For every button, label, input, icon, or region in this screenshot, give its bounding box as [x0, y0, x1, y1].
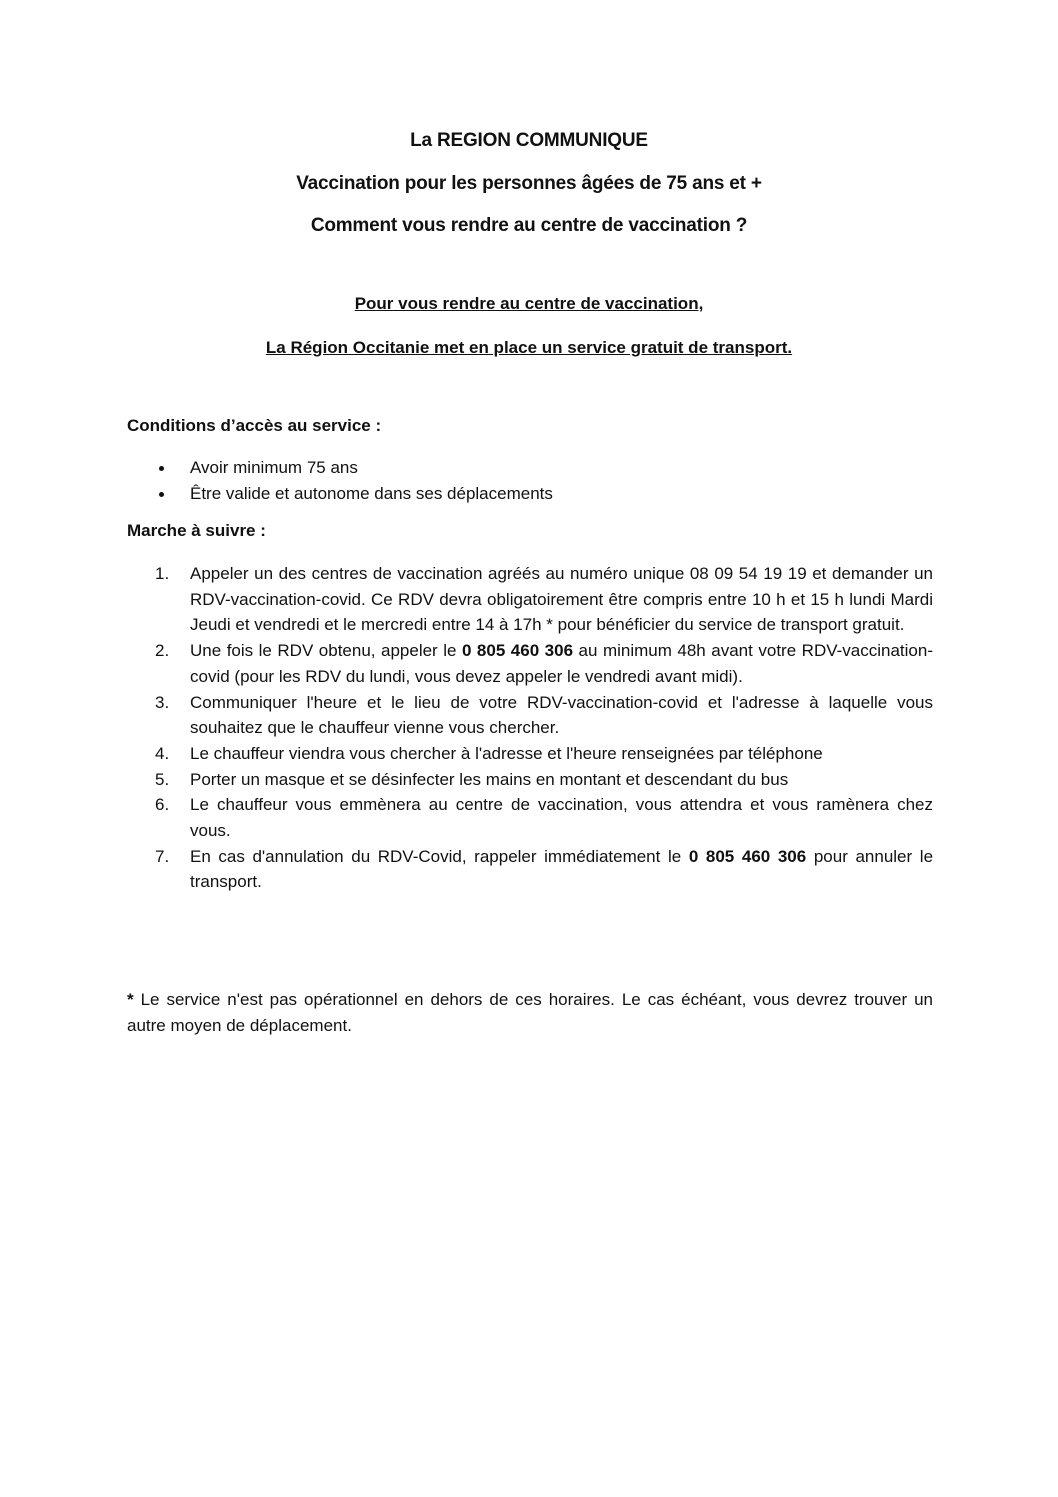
conditions-list	[127, 455, 553, 507]
phone-number: 0 805 460 306	[461, 641, 574, 661]
subheader-line-2: La Région Occitanie met en place un service gratuit de transport.	[265, 338, 793, 357]
step-text-before: En cas d'annulation du RDV-Covid, rappeler immédiatement le	[190, 846, 689, 866]
list-item	[127, 481, 553, 507]
step-text-before: Une fois le RDV obtenu, appeler le	[190, 641, 462, 661]
conditions-heading: Conditions d’accès au service :	[127, 416, 382, 435]
step-number: 5.	[155, 769, 170, 789]
list-item	[127, 844, 933, 895]
list-item	[127, 792, 933, 843]
list-item	[127, 561, 933, 638]
document-title-line-2: Vaccination pour les personnes âgées de 75 ans et +	[296, 173, 762, 194]
footnote-star: *	[127, 990, 134, 1009]
steps-heading: Marche à suivre :	[127, 521, 266, 540]
list-item	[127, 767, 933, 793]
step-text: Communiquer l'heure et le lieu de votre RDV-vaccination-covid et l'adresse à laquelle vous souhaitez que le chauffeur vienne vous chercher.	[190, 692, 933, 738]
footnote-text: Le service n'est pas opérationnel en dehors de ces horaires. Le cas échéant, vous devrez trouver un autre moyen de déplacement.	[127, 990, 933, 1035]
subheader-line-1: Pour vous rendre au centre de vaccination,	[354, 294, 704, 313]
step-text-after: pour annuler le transport.	[190, 846, 934, 892]
steps-list	[127, 561, 933, 895]
list-item	[127, 741, 933, 767]
phone-number: 0 805 460 306	[688, 846, 807, 866]
condition-text: Avoir minimum 75 ans	[190, 458, 358, 477]
step-number: 3.	[155, 692, 170, 712]
step-text-after: au minimum 48h avant votre RDV-vaccination-covid (pour les RDV du lundi, vous devez appeler le vendredi avant midi).	[190, 641, 933, 686]
step-text: Le chauffeur viendra vous chercher à l'adresse et l'heure renseignées par téléphone	[190, 743, 823, 763]
list-item	[127, 455, 553, 481]
step-number: 4.	[155, 743, 170, 763]
footnote	[127, 987, 933, 1039]
step-number: 2.	[155, 641, 170, 661]
step-text: Le chauffeur vous emmènera au centre de vaccination, vous attendra et vous ramènera chez vous.	[190, 795, 933, 841]
step-text: Porter un masque et se désinfecter les mains en montant et descendant du bus	[190, 769, 789, 789]
list-item	[127, 638, 933, 689]
step-text: Appeler un des centres de vaccination agréés au numéro unique 08 09 54 19 19 et demander un RDV-vaccination-covid. Ce RDV devra obligatoirement être compris entre 10 h et 15 h lundi Mardi Jeudi et vendredi et le mercredi entre 14 à 17h * pour bénéficier du service de transport gratuit.	[190, 564, 933, 635]
condition-text: Être valide et autonome dans ses déplacements	[190, 484, 553, 503]
step-number: 6.	[155, 795, 170, 815]
document-title-line-1: La REGION COMMUNIQUE	[410, 130, 648, 151]
bullet-icon	[159, 466, 164, 471]
step-number: 7.	[155, 846, 170, 866]
step-number: 1.	[155, 564, 170, 583]
document-title-line-3: Comment vous rendre au centre de vaccination ?	[310, 215, 748, 236]
bullet-icon	[159, 492, 164, 497]
list-item	[127, 690, 933, 741]
